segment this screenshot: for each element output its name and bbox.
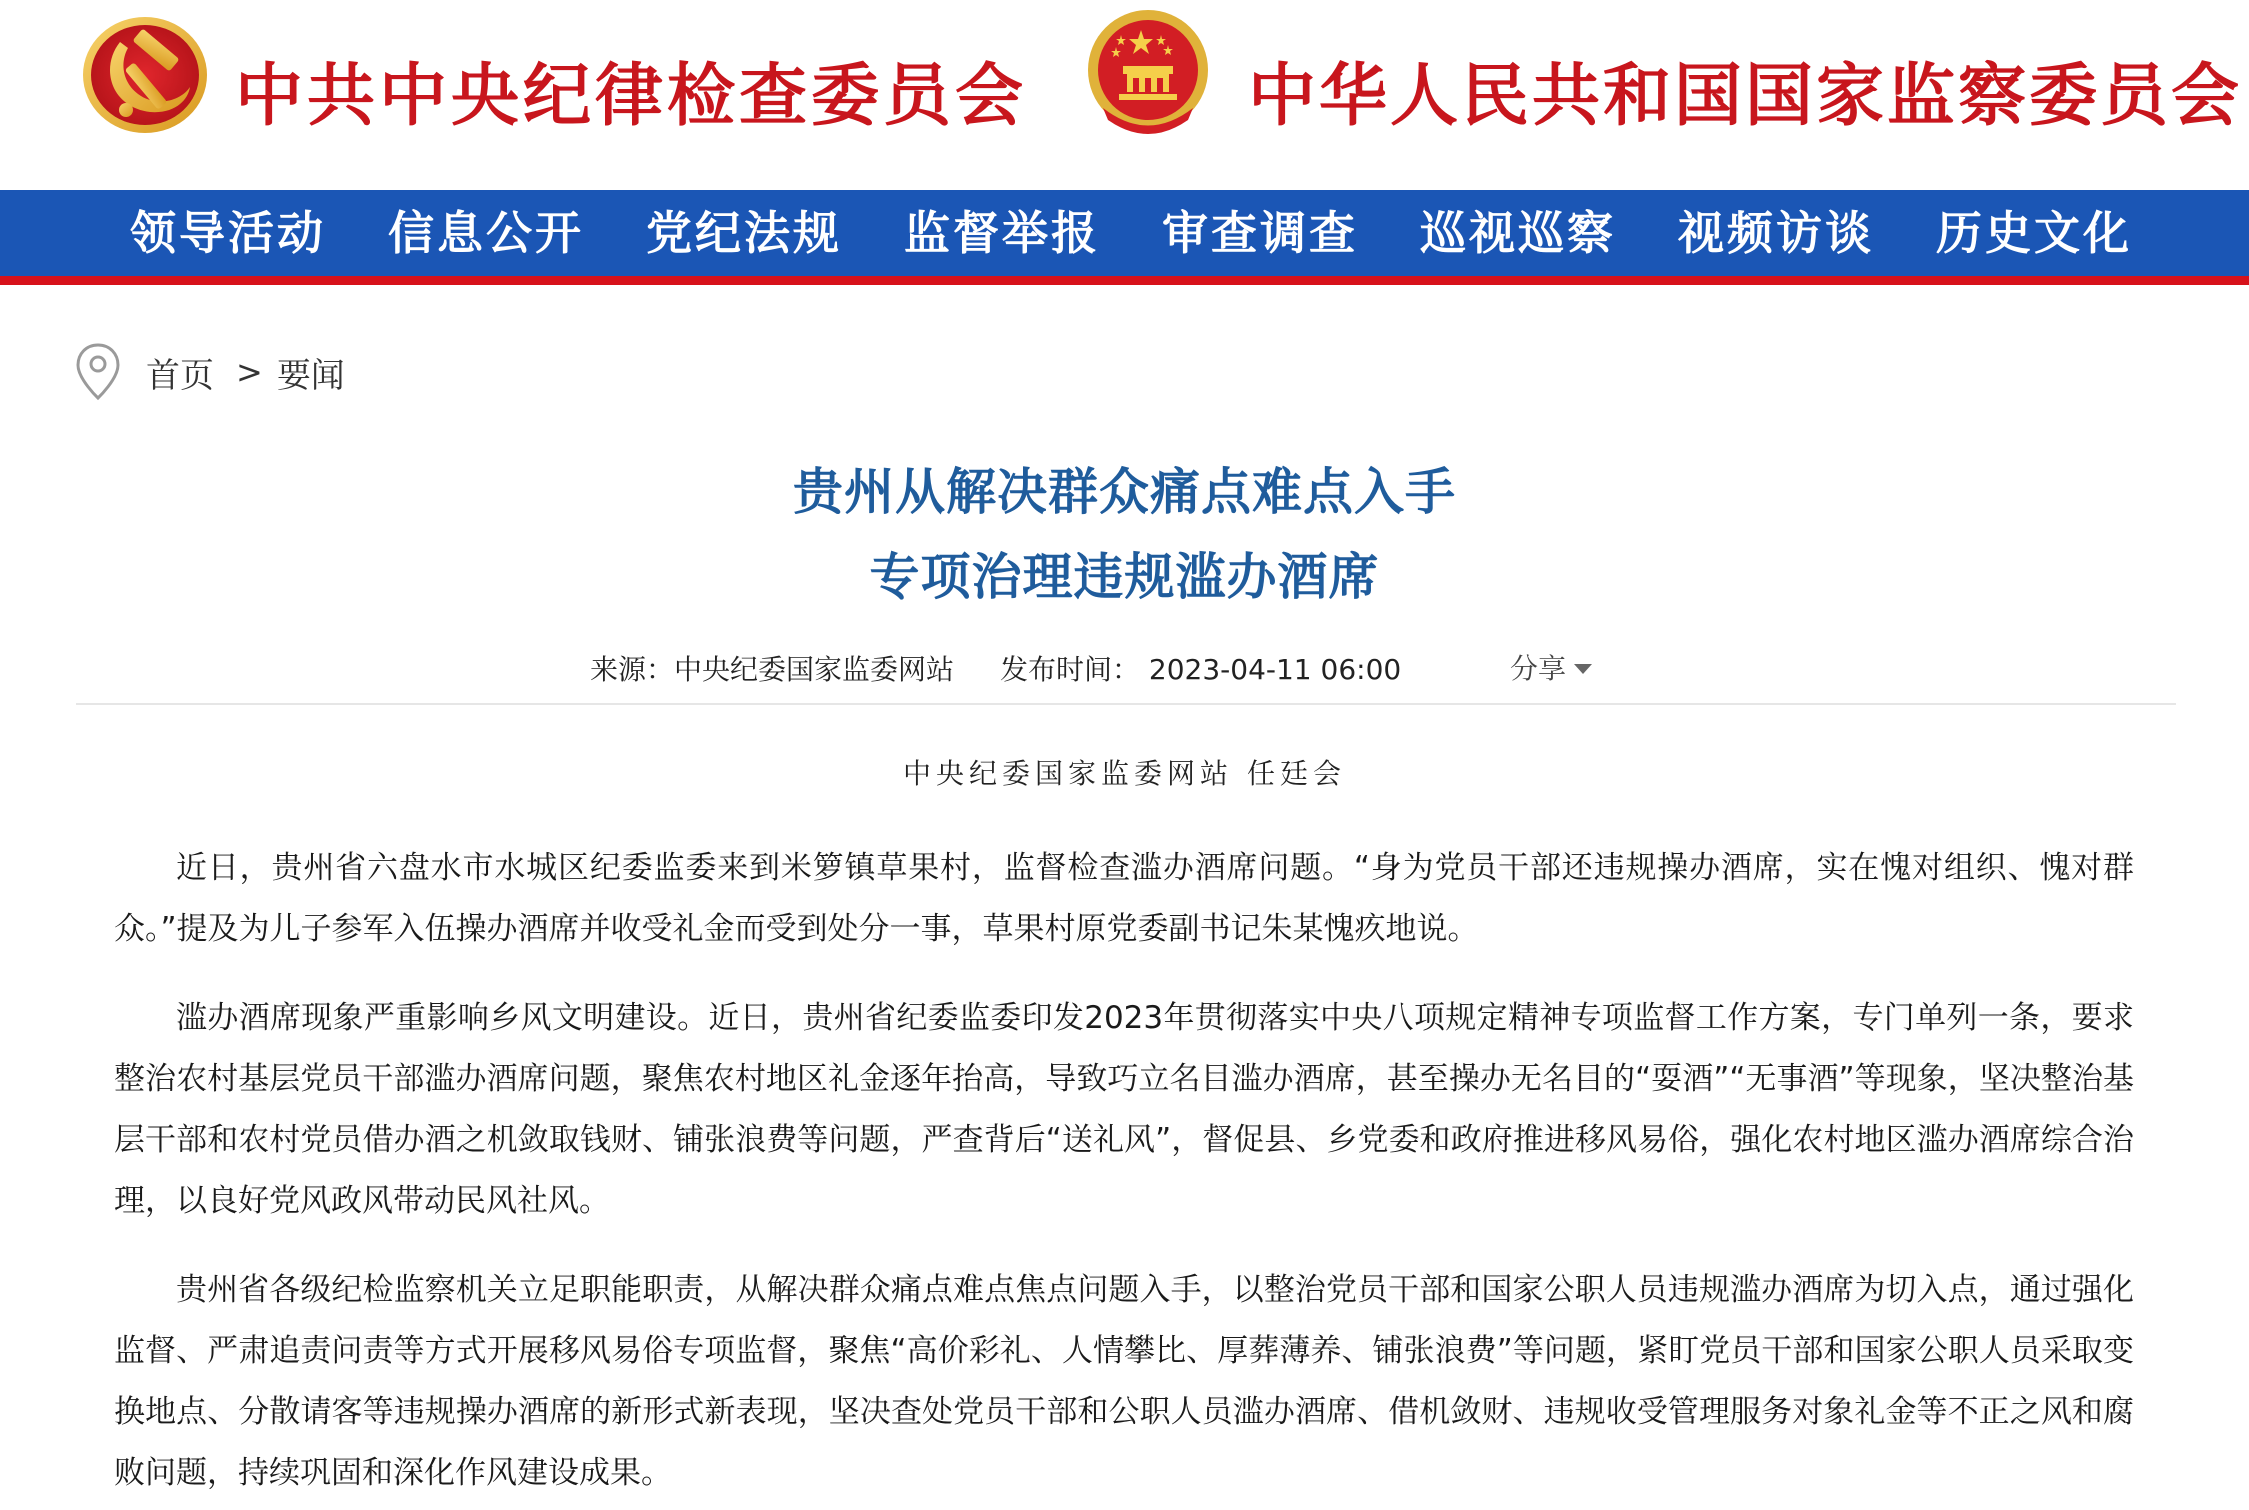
article-source: 来源：中央纪委国家监委网站 <box>590 653 955 686</box>
national-emblem-icon <box>1083 8 1213 140</box>
ccdi-title: 中共中央纪律检查委员会 <box>235 56 1028 136</box>
breadcrumb-separator: > <box>236 353 263 391</box>
article-author: 中央纪委国家监委网站 任廷会 <box>903 757 1346 790</box>
nav-list <box>130 190 2194 276</box>
nav-item-investigation[interactable]: 审查调查 <box>1162 206 1358 260</box>
nav-item-history-culture[interactable]: 历史文化 <box>1936 206 2132 260</box>
article-publish-time: 发布时间： 2023-04-11 06:00 <box>1000 653 1402 686</box>
breadcrumb <box>74 342 345 402</box>
nav-item-regulations[interactable]: 党纪法规 <box>646 206 842 260</box>
nav-item-leadership[interactable]: 领导活动 <box>130 206 326 260</box>
nav-item-info-disclosure[interactable]: 信息公开 <box>388 206 584 260</box>
caret-down-icon <box>1574 664 1592 674</box>
site-header <box>0 0 2249 190</box>
nav-item-supervision-report[interactable]: 监督举报 <box>904 206 1100 260</box>
article-paragraph: 滥办酒席现象严重影响乡风文明建设。近日，贵州省纪委监委印发2023年贯彻落实中央八项规定精神专项监督工作方案，专门单列一条，要求整治农村基层党员干部滥办酒席问题，聚焦农村地区礼金逐年抬高，导致巧立名目滥办酒席，甚至操办无名目的“耍酒”“无事酒”等现象，坚决整治基层干部和农村党员借办酒之机敛取钱财、铺张浪费等问题，严查背后“送礼风”，督促县、乡党委和政府推进移风易俗，强化农村地区滥办酒席综合治理，以良好党风政风带动民风社风。 <box>114 1000 2134 1219</box>
hammer-sickle-icon <box>80 12 210 137</box>
nav-item-video-interviews[interactable]: 视频访谈 <box>1678 206 1874 260</box>
location-pin-icon <box>74 342 122 402</box>
share-label: 分享 <box>1510 652 1567 685</box>
main-nav <box>0 190 2249 276</box>
nav-item-inspection[interactable]: 巡视巡察 <box>1420 206 1616 260</box>
breadcrumb-home-link[interactable]: 首页 <box>146 355 214 396</box>
share-button[interactable] <box>1510 647 1592 687</box>
article-title-line2: 专项治理违规滥办酒席 <box>869 548 1380 606</box>
nav-accent-line <box>0 276 2249 285</box>
nsc-title: 中华人民共和国国家监察委员会 <box>1248 56 2243 136</box>
breadcrumb-current-link[interactable]: 要闻 <box>276 355 345 396</box>
article-paragraph: 近日，贵州省六盘水市水城区纪委监委来到米箩镇草果村，监督检查滥办酒席问题。“身为党员干部还违规操办酒席，实在愧对组织、愧对群众。”提及为儿子参军入伍操办酒席并收受礼金而受到处分一事，草果村原党委副书记朱某愧疚地说。 <box>114 850 2134 947</box>
article-body <box>114 838 2134 1510</box>
meta-divider <box>76 703 2176 705</box>
article-title-line1: 贵州从解决群众痛点难点入手 <box>793 463 1456 521</box>
article-paragraph: 贵州省各级纪检监察机关立足职能职责，从解决群众痛点难点焦点问题入手，以整治党员干部和国家公职人员违规滥办酒席为切入点，通过强化监督、严肃追责问责等方式开展移风易俗专项监督，聚焦“高价彩礼、人情攀比、厚葬薄养、铺张浪费”等问题，紧盯党员干部和国家公职人员采取变换地点、分散请客等违规操办酒席的新形式新表现，坚决查处党员干部和公职人员滥办酒席、借机敛财、违规收受管理服务对象礼金等不正之风和腐败问题，持续巩固和深化作风建设成果。 <box>114 1272 2134 1491</box>
